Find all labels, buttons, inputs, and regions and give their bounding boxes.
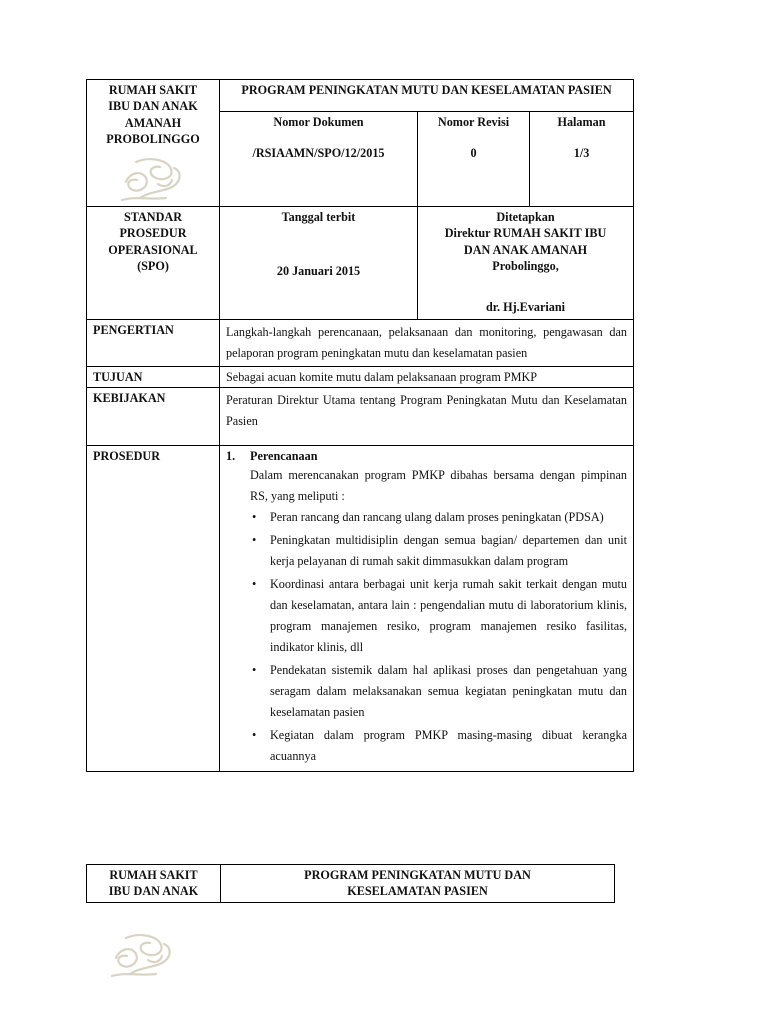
list-item: • Koordinasi antara berbagai unit kerja rumah sakit terkait dengan mutu dan keselamatan, antara lain : pengendalian mutu di laboratorium klinis, program manajemen resiko, program manajemen resiko fasilitas, indikator klinis, dll xyxy=(250,574,627,658)
doc-number-value: /RSIAAMN/SPO/12/2015 xyxy=(252,145,385,160)
list-item: • Kegiatan dalam program PMKP masing-masing dibuat kerangka acuannya xyxy=(250,725,627,767)
doc-number-cell xyxy=(220,112,418,207)
page2-header-table xyxy=(86,864,615,903)
revision-cell xyxy=(418,112,530,207)
prosedur-label: PROSEDUR xyxy=(87,446,220,771)
prosedur-content xyxy=(220,446,634,771)
step-number: 1. xyxy=(226,449,236,464)
step-heading xyxy=(226,448,627,464)
revision-value: 0 xyxy=(470,145,477,160)
approval-cell xyxy=(418,206,634,319)
kebijakan-text: Peraturan Direktur Utama tentang Program Peningkatan Mutu dan Keselamatan Pasien xyxy=(220,388,634,446)
page2-program-title xyxy=(221,865,615,903)
issued-date: 20 Januari 2015 xyxy=(276,264,361,279)
tujuan-text: Sebagai acuan komite mutu dalam pelaksanaan program PMKP xyxy=(220,366,634,387)
hospital-name-line: PROBOLINGGO xyxy=(106,132,200,147)
hospital-logo xyxy=(106,930,180,980)
hospital-name-line: RUMAH SAKIT xyxy=(108,83,198,97)
hospital-name-line: IBU DAN ANAK xyxy=(108,884,199,899)
page-cell xyxy=(530,112,634,207)
spo-label-line: (SPO) xyxy=(137,259,169,274)
program-title: PROGRAM PENINGKATAN MUTU DAN KESELAMATAN PASIEN xyxy=(220,80,634,112)
hospital-name-line: AMANAH xyxy=(124,115,182,130)
list-item: • Peningkatan multidisiplin dengan semua bagian/ departemen dan unit kerja pelayanan di rumah sakit dimmasukkan dalam program xyxy=(250,530,627,572)
step-intro: Dalam merencanakan program PMKP dibahas bersama dengan pimpinan RS, yang meliputi : xyxy=(250,467,628,503)
doc-number-label: Nomor Dokumen xyxy=(273,115,364,130)
tujuan-label: TUJUAN xyxy=(87,366,220,387)
procedure-bullet-list xyxy=(250,507,627,767)
list-item: • Peran rancang dan rancang ulang dalam proses peningkatan (PDSA) xyxy=(250,507,627,528)
program-title-line: PROGRAM PENINGKATAN MUTU DAN xyxy=(304,868,531,882)
pengertian-label: PENGERTIAN xyxy=(87,319,220,366)
page2-hospital-name xyxy=(87,865,221,903)
director-name: dr. Hj.Evariani xyxy=(485,299,566,314)
spo-document-table xyxy=(86,79,634,772)
program-title-line: KESELAMATAN PASIEN xyxy=(347,884,488,899)
issued-label: Tanggal terbit xyxy=(281,209,356,224)
revision-label: Nomor Revisi xyxy=(437,115,510,130)
hospital-name-cell xyxy=(87,80,220,207)
spo-label-line: PROSEDUR xyxy=(119,226,187,241)
list-item: • Pendekatan sistemik dalam hal aplikasi proses dan pengetahuan yang seragam dalam melaksanakan semua kegiatan peningkatan mutu dan keselamatan pasien xyxy=(250,660,627,723)
page-value: 1/3 xyxy=(573,145,590,160)
spo-label-line: OPERASIONAL xyxy=(108,242,198,257)
page-label: Halaman xyxy=(557,115,606,130)
spo-label-cell xyxy=(87,206,220,319)
approved-by: Direktur RUMAH SAKIT IBU DAN ANAK AMANAH Probolinggo, xyxy=(444,226,607,274)
approved-label: Ditetapkan xyxy=(496,209,555,224)
hospital-logo xyxy=(116,154,190,204)
step-title: Perencanaan xyxy=(250,449,318,464)
pengertian-text: Langkah-langkah perencanaan, pelaksanaan dan monitoring, pengawasan dan pelaporan program peningkatan mutu dan keselamatan pasien xyxy=(220,319,634,366)
hospital-name-line: IBU DAN ANAK xyxy=(108,99,198,114)
kebijakan-label: KEBIJAKAN xyxy=(87,388,220,446)
spo-label-line: STANDAR xyxy=(123,209,182,224)
issued-cell xyxy=(220,206,418,319)
hospital-name-line: RUMAH SAKIT xyxy=(109,868,198,882)
